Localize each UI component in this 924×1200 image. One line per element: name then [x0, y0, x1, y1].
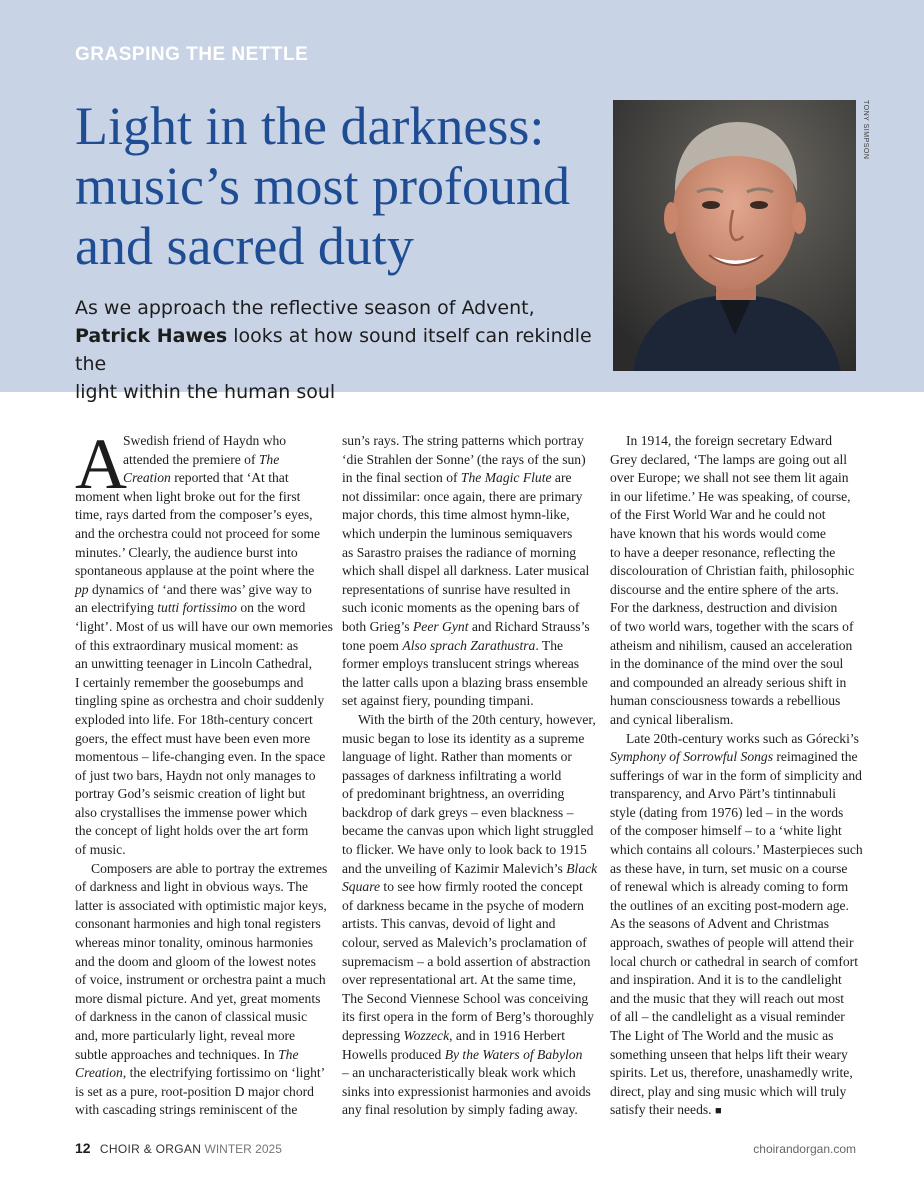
- text-line: the latter calls upon a blazing brass ensemble: [342, 674, 588, 690]
- text-line: subtle approaches and techniques. In The: [75, 1046, 299, 1062]
- text-line: spirits. Let us, therefore, unashamedly write,: [610, 1065, 853, 1081]
- text-line: former employs translucent strings whereas: [342, 656, 580, 672]
- text-line: depressing Wozzeck, and in 1916 Herbert: [342, 1028, 566, 1043]
- header-band: [0, 0, 924, 403]
- headline-line: and sacred duty: [75, 216, 414, 276]
- text-line: I certainly remember the goosebumps and: [75, 674, 304, 690]
- text-line: both Grieg’s Peer Gynt and Richard Strauss’s: [342, 618, 590, 634]
- text-line: sun’s rays. The string patterns which portray: [342, 433, 584, 448]
- drop-cap: A: [75, 424, 127, 504]
- text-line: colour, served as Malevich’s proclamation of: [342, 935, 587, 951]
- text-line: of darkness and light in obvious ways. The: [75, 879, 309, 895]
- section-label: GRASPING THE NETTLE: [75, 44, 309, 65]
- text-line: representations of sunrise have resulted in: [342, 581, 571, 597]
- text-line: Square to see how firmly rooted the concept: [342, 879, 583, 895]
- text-line: and, more particularly light, reveal more: [75, 1028, 296, 1043]
- text-line: time, rays darted from the composer’s eyes,: [75, 507, 313, 523]
- text-line: pp dynamics of ‘and there was’ give way to: [75, 581, 312, 597]
- magazine-name: CHOIR & ORGAN: [99, 1142, 202, 1156]
- text-line: of all – the candlelight as a visual reminder: [610, 1009, 845, 1025]
- text-line: and the doom and gloom of the lowest notes: [75, 953, 316, 969]
- text-line: of the First World War and he could not: [610, 507, 826, 523]
- text-line: of music.: [75, 842, 126, 858]
- text-line: music began to lose its identity as a supreme: [342, 730, 585, 746]
- text-line: artists. This canvas, devoid of light and: [342, 916, 556, 932]
- text-line: In 1914, the foreign secretary Edward: [626, 433, 833, 448]
- text-line: the outlines of an exciting post-modern age.: [610, 897, 849, 913]
- text-line: and cynical liberalism.: [610, 711, 734, 727]
- text-line: in our lifetime.’ He was speaking, of course,: [610, 488, 851, 504]
- text-line: over Europe; we shall not see them lit again: [610, 470, 849, 486]
- text-line: consonant harmonies and high tonal registers: [75, 916, 321, 932]
- text-line: local church or cathedral in search of comfort: [610, 953, 858, 969]
- text-line: an electrifying tutti fortissimo on the word: [75, 600, 306, 616]
- text-line: momentous – life-changing even. In the space: [75, 749, 326, 765]
- text-line: of just two bars, Haydn not only manages to: [75, 767, 316, 783]
- text-line: which shall dispel all darkness. Later musical: [342, 563, 590, 579]
- text-line: any final resolution by simply fading away.: [342, 1102, 578, 1118]
- text-line: in the dominance of the mind over the soul: [610, 656, 844, 672]
- text-line: such iconic moments as the opening bars of: [342, 600, 580, 616]
- text-line: Creation reported that ‘At that: [123, 470, 289, 486]
- text-line: and compounded an already serious shift in: [610, 674, 847, 690]
- text-line: in the final section of The Magic Flute are: [342, 470, 572, 486]
- text-line: minutes.’ Clearly, the audience burst into: [75, 544, 298, 560]
- end-mark-icon: ■: [714, 1105, 722, 1118]
- portrait-illustration: [613, 100, 856, 371]
- text-line: as these have, in turn, set music on a course: [610, 860, 848, 876]
- text-line: exploded into life. For 18th-century concert: [75, 711, 313, 727]
- article-column-3: [610, 432, 867, 1121]
- text-line: to have a deeper resonance, reflecting the: [610, 544, 836, 560]
- text-line: latter is associated with optimistic major keys,: [75, 897, 327, 913]
- text-line: an unwitting teenager in Lincoln Cathedral,: [75, 656, 313, 672]
- text-line: which contains all colours.’ Masterpieces such: [610, 842, 863, 858]
- text-line: transparency, and Arvo Pärt’s tintinnabuli: [610, 786, 837, 802]
- text-line: spontaneous applause at the point where the: [75, 563, 315, 579]
- text-line: For the darkness, destruction and division: [610, 600, 838, 616]
- text-line: passages of darkness infiltrating a world: [342, 767, 562, 783]
- text-line: and the unveiling of Kazimir Malevich’s Black: [342, 860, 598, 876]
- text-line: have known that his words would come: [610, 525, 826, 541]
- text-line: sinks into expressionist harmonies and avoids: [342, 1083, 591, 1099]
- headline-line: Light in the darkness:: [75, 96, 545, 156]
- text-line: discolouration of Christian faith, philosophic: [610, 563, 855, 579]
- text-line: backdrop of dark greys – even blackness –: [342, 804, 574, 820]
- website-link[interactable]: choirandorgan.com: [753, 1142, 856, 1156]
- text-line: over representational art. At the same time,: [342, 972, 577, 988]
- text-line: Howells produced By the Waters of Babylon: [342, 1046, 583, 1062]
- text-line: Composers are able to portray the extremes: [91, 860, 328, 876]
- text-line: with cascading strings reminiscent of the: [75, 1102, 298, 1118]
- text-line: of the composer himself – to a ‘white light: [610, 823, 842, 839]
- text-line: and the orchestra could not proceed for some: [75, 525, 320, 541]
- text-line: supremacism – a bold assertion of abstraction: [342, 953, 591, 969]
- text-line: discourse and the entire sphere of the arts.: [610, 581, 839, 597]
- text-line: As the seasons of Advent and Christmas: [610, 916, 829, 932]
- text-line: not dissimilar: once again, there are primary: [342, 488, 583, 504]
- text-line: also crystallises the immense power which: [75, 804, 308, 820]
- issue-label: WINTER 2025: [204, 1142, 282, 1156]
- article-headline: [75, 96, 615, 276]
- text-line: of voice, instrument or orchestra paint a much: [75, 972, 326, 988]
- text-line: which underpin the luminous semiquavers: [342, 525, 573, 541]
- text-line: moment when light broke out for the first: [75, 488, 301, 504]
- text-line: The Second Viennese School was conceiving: [342, 990, 589, 1006]
- page-footer: [75, 1140, 856, 1160]
- text-line: sufferings of war in the form of simplicity and: [610, 767, 862, 783]
- author-name: Patrick Hawes: [75, 325, 228, 347]
- text-line: whereas minor tonality, ominous harmonies: [75, 935, 314, 951]
- text-line: of two world wars, together with the scars of: [610, 618, 854, 634]
- text-line: attended the premiere of The: [123, 451, 280, 467]
- text-line: ‘die Strahlen der Sonne’ (the rays of the sun): [342, 451, 586, 467]
- standfirst-text: As we approach the reflective season of Advent,: [75, 297, 535, 319]
- photo-credit: TONY SIMPSON: [862, 100, 869, 160]
- text-line: tingling spine as orchestra and choir suddenly: [75, 693, 325, 709]
- text-line: set against fiery, pounding timpani.: [342, 693, 534, 709]
- text-line: is set as a pure, root-position D major chord: [75, 1083, 314, 1099]
- text-line: major chords, this time almost hymn-like,: [342, 507, 570, 523]
- text-line: Creation, the electrifying fortissimo on ‘light’: [75, 1065, 326, 1081]
- text-line: – an uncharacteristically bleak work which: [342, 1065, 576, 1081]
- text-line: Swedish friend of Haydn who: [123, 433, 287, 448]
- text-line: to flicker. We have only to look back to 1915: [342, 842, 587, 858]
- text-line: satisfy their needs. ■: [610, 1102, 722, 1118]
- article-column-1: [75, 424, 333, 1120]
- text-line: of renewal which is already coming to form: [610, 879, 849, 895]
- text-line: and inspiration. And it is to the candlelight: [610, 972, 842, 988]
- text-line: style (dating from 1976) led – in the words: [610, 804, 844, 820]
- article-column-2: [342, 432, 599, 1120]
- text-line: became the canvas upon which light struggled: [342, 823, 594, 839]
- text-line: language of light. Rather than moments or: [342, 749, 572, 765]
- text-line: more dismal picture. And yet, great moments: [75, 990, 321, 1006]
- text-line: as Sarastro praises the radiance of morning: [342, 544, 577, 560]
- text-line: direct, play and sing music which will truly: [610, 1083, 847, 1099]
- text-line: goers, the effect must have been even more: [75, 730, 311, 746]
- page-number: 12: [75, 1140, 91, 1156]
- text-line: approach, swathes of people will attend their: [610, 935, 854, 951]
- text-line: The Light of The World and the music as: [610, 1028, 834, 1043]
- standfirst: [75, 294, 595, 406]
- text-line: its first opera in the form of Berg’s thoroughly: [342, 1009, 594, 1025]
- text-line: and the music that they will reach out most: [610, 990, 845, 1006]
- text-line: of darkness in the canon of classical music: [75, 1009, 308, 1025]
- headline-line: music’s most profound: [75, 156, 570, 216]
- text-line: tone poem Also sprach Zarathustra. The: [342, 637, 564, 653]
- text-line: portray God’s seismic creation of light but: [75, 786, 306, 802]
- text-line: of this extraordinary musical moment: as: [75, 637, 299, 653]
- text-line: Symphony of Sorrowful Songs reimagined the: [610, 749, 858, 765]
- text-line: something unseen that helps lift their weary: [610, 1046, 848, 1062]
- text-line: of darkness became in the psyche of modern: [342, 897, 584, 913]
- text-line: With the birth of the 20th century, however,: [358, 711, 596, 727]
- text-line: ‘light’. Most of us will have our own memories: [75, 618, 333, 634]
- text-line: the concept of light holds over the art form: [75, 823, 309, 839]
- standfirst-text: light within the human soul: [75, 381, 336, 403]
- text-line: of predominant brightness, an overriding: [342, 786, 565, 802]
- author-portrait-photo: [613, 100, 856, 371]
- text-line: Late 20th-century works such as Górecki’s: [626, 730, 859, 746]
- standfirst-text: looks at how sound itself can rekindle the: [75, 325, 592, 375]
- text-line: atheism and nihilism, caused an acceleration: [610, 637, 853, 653]
- text-line: human consciousness towards a rebellious: [610, 693, 841, 709]
- text-line: Grey declared, ‘The lamps are going out all: [610, 451, 848, 467]
